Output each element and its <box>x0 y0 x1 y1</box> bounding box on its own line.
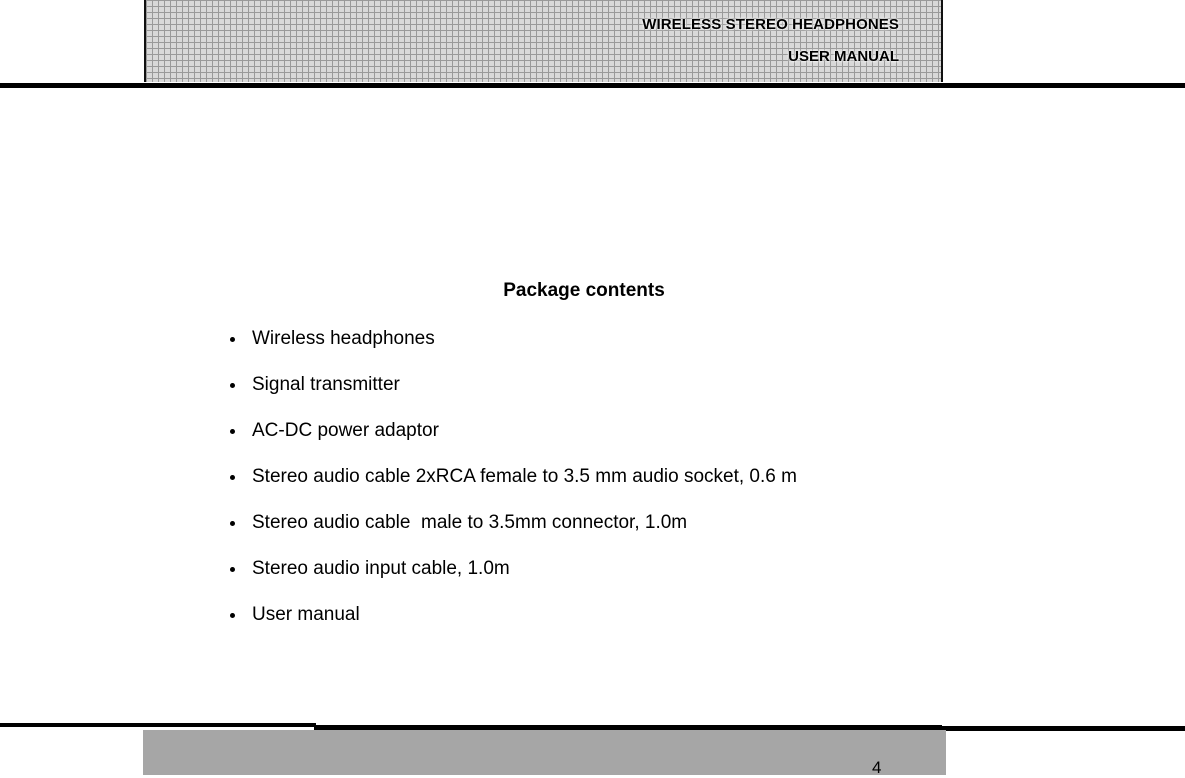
list-item <box>226 373 797 419</box>
page-number: 4 <box>872 758 882 777</box>
list-item <box>226 465 797 511</box>
list-item <box>226 557 797 603</box>
bullet-icon <box>230 521 235 526</box>
package-contents-list <box>226 327 797 649</box>
list-item <box>226 327 797 373</box>
list-item-label: Wireless headphones <box>252 328 435 349</box>
bullet-icon <box>230 475 235 480</box>
section-title: Package contents <box>503 280 665 301</box>
header-divider <box>0 83 1185 88</box>
list-item-label: Stereo audio cable male to 3.5mm connector, 1.0m <box>252 512 688 533</box>
list-item-label: Stereo audio input cable, 1.0m <box>252 558 510 579</box>
footer-divider-left <box>0 723 316 727</box>
header-title: WIRELESS STEREO HEADPHONES <box>642 16 899 33</box>
list-item-label: Signal transmitter <box>252 374 400 395</box>
page-header <box>144 0 943 82</box>
bullet-icon <box>230 337 235 342</box>
bullet-icon <box>230 383 235 388</box>
list-item-label: AC-DC power adaptor <box>252 420 439 441</box>
page-footer <box>143 730 946 775</box>
bullet-icon <box>230 613 235 618</box>
list-item-label: User manual <box>252 604 360 625</box>
list-item <box>226 511 797 557</box>
bullet-icon <box>230 567 235 572</box>
list-item-label: Stereo audio cable 2xRCA female to 3.5 mm audio socket, 0.6 m <box>252 466 797 487</box>
bullet-icon <box>230 429 235 434</box>
footer-divider-right <box>940 726 1185 731</box>
header-subtitle: USER MANUAL <box>788 48 899 65</box>
list-item <box>226 603 797 649</box>
list-item <box>226 419 797 465</box>
